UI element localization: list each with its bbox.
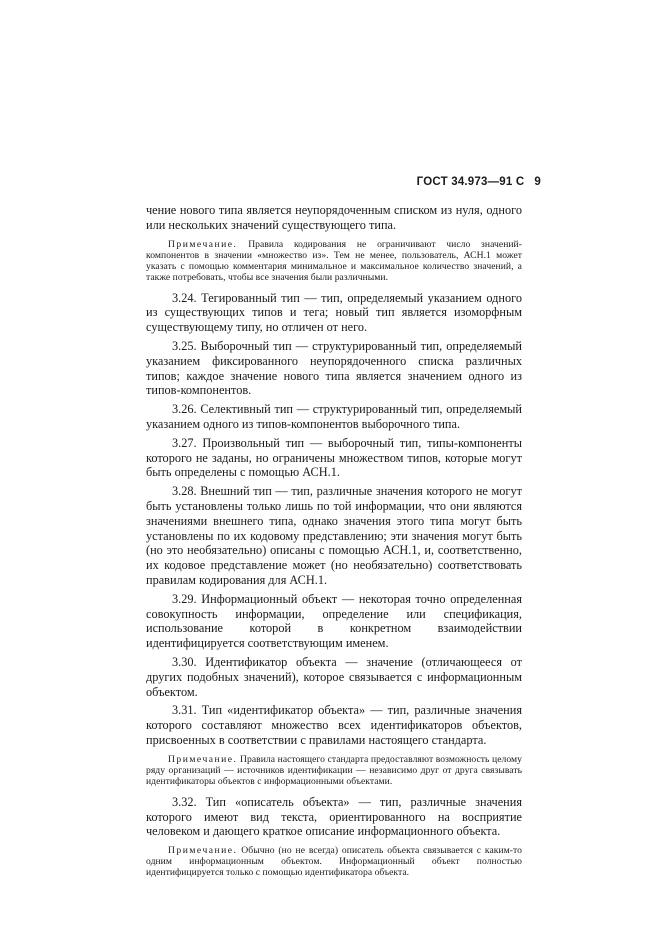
note-label: Примечание.: [168, 238, 238, 250]
note-text: Правила настоящего стандарта предоставляют возможность целому ряду организаций — источников идентификации — независимо друг от друга связывать идентификаторы объектов с информационными объектами.: [146, 753, 522, 787]
document-body: [146, 203, 522, 886]
definition-3-27: 3.27. Произвольный тип — выборочный тип, типы-компоненты которого не заданы, но ограничены множеством типов, которые могут быть определены с помощью АСН.1.: [146, 435, 522, 480]
definition-3-26: 3.26. Селективный тип — структурированный тип, определяемый указанием одного из типов-компонентов выборочного типа.: [146, 402, 522, 431]
definition-3-32: 3.32. Тип «описатель объекта» — тип, различные значения которого имеют вид текста, ориентированного на восприятие человеком и дающего краткое описание информационного объекта.: [146, 794, 522, 839]
definition-3-29: 3.29. Информационный объект — некоторая точно определенная совокупность информации, определение или спецификация, использование которой в конкретном взаимодействии идентифицируется соответствующим именем.: [146, 591, 522, 651]
note-3: [146, 845, 522, 878]
standard-designation: ГОСТ 34.973—91 С: [416, 176, 525, 188]
continuation-paragraph: чение нового типа является неупорядоченным списком из нуля, одного или нескольких значений существующего типа.: [146, 203, 522, 232]
note-1: [146, 239, 522, 283]
note-text: Правила кодирования не ограничивают число значений-компонентов в значении «множество из». Тем не менее, пользователь, АСН.1 может указать с помощью комментария минимальное и максимальное количество значений, а также потребовать, чтобы все значения были различными.: [146, 238, 522, 283]
page-number: 9: [534, 176, 541, 188]
note-2: [146, 754, 522, 787]
definition-3-31: 3.31. Тип «идентификатор объекта» — тип, различные значения которого составляют множество всех идентификаторов объектов, присвоенных в соответствии с правилами настоящего стандарта.: [146, 703, 522, 747]
note-label: Примечание.: [168, 753, 238, 765]
definition-3-25: 3.25. Выборочный тип — структурированный тип, определяемый указанием фиксированного неупорядоченного списка различных типов; каждое значение нового типа является значением одного из типов-компонентов.: [146, 338, 522, 398]
definition-3-24: 3.24. Тегированный тип — тип, определяемый указанием одного из существующих типов и тега; новый тип является изоморфным существующему типу, но отличен от него.: [146, 290, 522, 335]
note-label: Примечание.: [168, 845, 238, 857]
page-header: [417, 176, 541, 188]
note-text: Обычно (но не всегда) описатель объекта связывается с каким-то одним информационным объектом. Информационный объект полностью идентифицируется только с помощью идентификатора объекта.: [146, 845, 522, 879]
definition-3-28: 3.28. Внешний тип — тип, различные значения которого не могут быть установлены только лишь по той информации, что они являются значениями внешнего типа, однако значения этого типа могут быть установлены по их кодовому представлению; эти значения могут быть (но это необязательно) описаны с помощью АСН.1, и, соответственно, их кодовое представление может (но необязательно) соответствовать правилам кодирования для АСН.1.: [146, 484, 522, 587]
definition-3-30: 3.30. Идентификатор объекта — значение (отличающееся от других подобных значений), которое связывается с информационным объектом.: [146, 654, 522, 699]
